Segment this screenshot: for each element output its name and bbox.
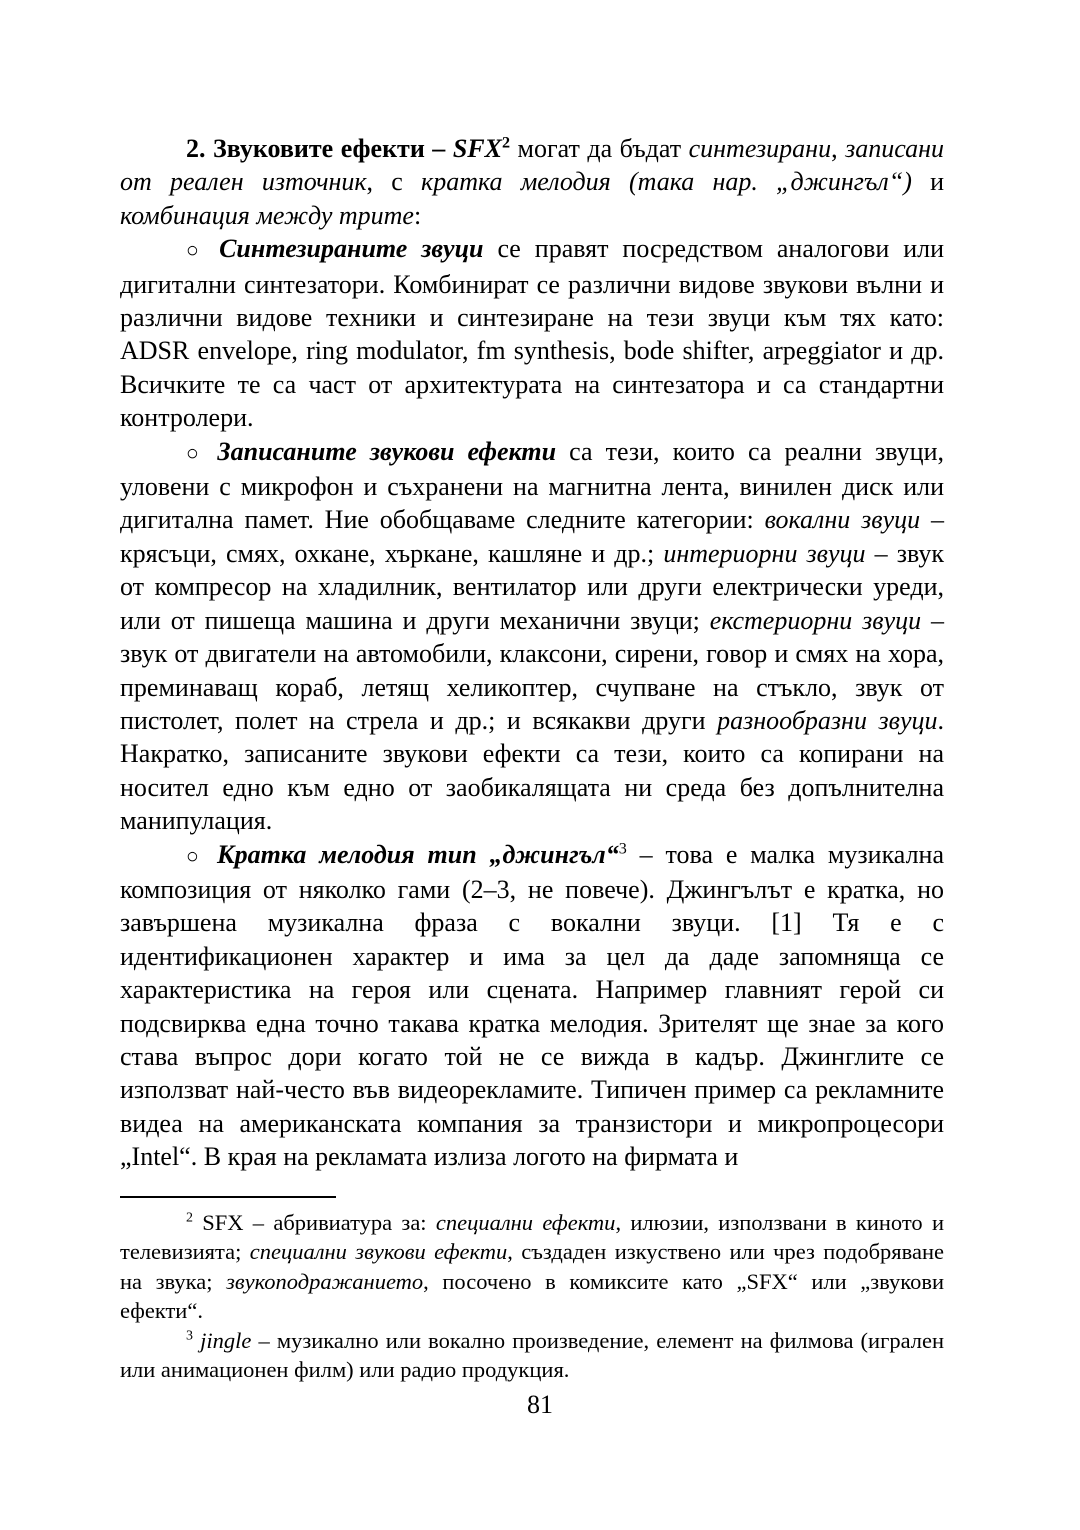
term-jingle-melody: Кратка мелодия тип „джингъл“ [216, 839, 619, 869]
bullet-paragraph-recorded-sound-effects [120, 435, 944, 838]
footnote-ref-2: 2 [501, 134, 511, 152]
footnote-marker-3: 3 [186, 1328, 193, 1344]
circle-bullet-icon: ○ [186, 843, 217, 868]
text-run: – това е малка музикална композиция от няколко гами (2–3, не повече). Джингълът е кратка, но завършена музикална фраза с вокални звуци. [1] Тя е с идентификационен характер и има за цел да даде запомняща се характеристика на героя или сцената. Например главният герой си подсвирква една точно такава кратка мелодия. Зрителят ще знае за кого става въпрос дори когато той не се вижда в кадър. Джинглите се използват най-често във видеорекламите. Типичен пример са рекламните видеа на американската компания за транзистори и микропроцесори „Intel“. В края на рекламата излиза логото на фирмата и [120, 839, 945, 1172]
term-recorded-sound-effects: Записаните звукови ефекти [217, 436, 557, 466]
bullet-paragraph-jingle [120, 838, 944, 1174]
text-run: – крясъци, смях, охкане, хъркане, кашляне и др.; [120, 505, 944, 568]
text-run: SFX – абривиатура за: [192, 1209, 436, 1235]
term-exterior-sounds: екстериорни звуци [709, 605, 922, 635]
text-run: могат да бъдат [510, 134, 689, 163]
text-run: . Накратко, записаните звукови ефекти са тези, които са копирани на носител едно към едно от заобикалящата ни среда без допълнителна манипулация. [120, 705, 944, 836]
text-run: : [413, 200, 422, 230]
text-run: , посочено в комиксите като „SFX“ или „звукови ефекти“. [120, 1268, 944, 1324]
term-various-sounds: разнообразни звуци [717, 705, 938, 735]
text-run: се правят посредством аналогови или дигитални синтезатори. Комбинират се различни видове звукови вълни и различни видове техники и синтезиране на тези звуци към тях като: ADSR envelope, ring modulator, fm synthesis, bode shifter, arpeggiator и др. Всичките те са част от архитектурата на синтезатора и са стандартни контролери. [120, 234, 945, 433]
paragraph-sound-effects-intro [120, 132, 944, 232]
footnotes [120, 1208, 944, 1385]
term-special-effects: специални ефекти [435, 1209, 616, 1235]
term-onomatopoeia: звукоподражанието [226, 1268, 424, 1294]
term-vocal-sounds: вокални звуци [764, 505, 921, 535]
term-interior-sounds: интериорни звуци [663, 538, 866, 568]
text-run: – звук от двигатели на автомобили, клаксони, сирени, говор и смях на хора, преминаващ кораб, летящ хеликоптер, счупване на стъкло, звук от пистолет, полет на стрела и др.; и всякакви други [120, 605, 944, 735]
term-short-melody: кратка мелодия (така нар. „джингъл“) [421, 167, 912, 197]
term-recorded-from-source: записани от реален източник [120, 134, 944, 197]
footnote-marker-2: 2 [186, 1210, 193, 1226]
term-jingle: jingle [200, 1327, 252, 1353]
term-combination: комбинация между трите [120, 200, 414, 230]
body-text [120, 132, 944, 1385]
footnote-jingle [120, 1326, 944, 1385]
footnote-separator [120, 1196, 336, 1198]
term-synthesized: синтезирани [688, 134, 832, 163]
text-run: – музикално или вокално произведение, елемент на филмова (игрален или анимационен филм) или радио продукция. [120, 1327, 945, 1383]
circle-bullet-icon: ○ [186, 440, 218, 465]
footnote-sfx [120, 1208, 944, 1326]
text-run: са тези, които са реални звуци, уловени с микрофон и съхранени на магнитна лента, винилен диск или дигитална памет. Ние обобщаваме следните категории: [120, 436, 945, 535]
term-synthesized-sounds: Синтезираните звуци [219, 234, 484, 264]
heading-run: 2. Звуковите ефекти – [186, 134, 453, 163]
text-run: , с [366, 167, 422, 197]
term-sfx: SFX [452, 134, 502, 163]
text-run: и [911, 167, 944, 197]
term-special-sound-effects: специални звукови ефекти [249, 1239, 508, 1265]
text-run: , създаден изкуствено или чрез подобряване на звука; [120, 1239, 944, 1294]
footnote-ref-3: 3 [618, 839, 627, 857]
page-number: 81 [527, 1390, 553, 1419]
text-run: , илюзии, използвани в киното и телевизията; [120, 1209, 944, 1265]
text-run: – звук от компресор на хладилник, вентилатор или други електрически уреди, или от пишеща машина и други механични звуци; [120, 538, 944, 635]
text-run: , [831, 134, 846, 163]
circle-bullet-icon: ○ [186, 238, 220, 263]
bullet-paragraph-synthesized-sounds [120, 232, 944, 434]
